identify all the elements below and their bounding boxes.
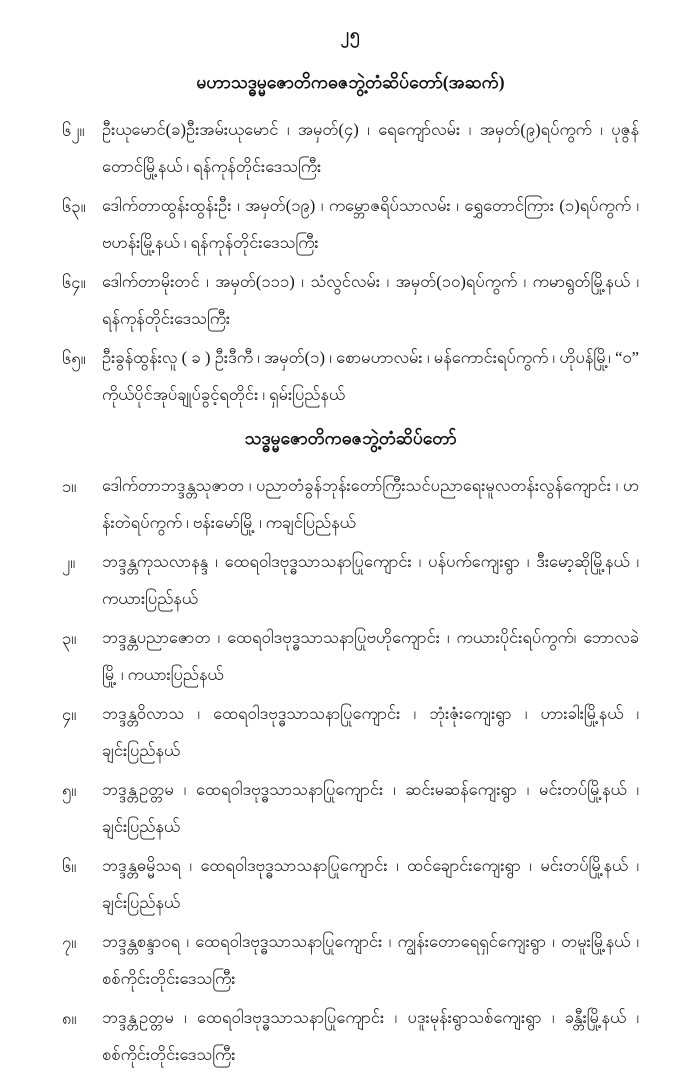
- entry-number: ၆၃။: [62, 197, 86, 216]
- entry-number: ၁။: [62, 477, 77, 496]
- entry-text: ဘဒ္ဒန္တဓမ္မိသရ ၊ ထေရဝါဒဗုဒ္ဓသာသနာပြုကျောင်း ၊ ထင်ချောင်းကျေးရွာ ၊ မင်းတပ်မြို့နယ် ၊ ချင်းပြည်နယ်: [102, 856, 639, 912]
- list-entry-63: [62, 187, 639, 261]
- entry-text: ဒေါက်တာဘဒ္ဒန္တသုဇာတ ၊ ပညာတံခွန်ဘုန်းတော်ကြီးသင်ပညာရေးမူလတန်းလွန်ကျောင်း ၊ ဟန်းတဲရပ်ကွက် ၊ ဗန်းမော်မြို့ ၊ ကချင်ပြည်နယ်: [102, 476, 639, 532]
- entry-number: ၆၅။: [62, 349, 86, 368]
- entry-text: ဒေါက်တာမိုးတင် ၊ အမှတ်(၁၁၁) ၊ သံလွင်လမ်း ၊ အမှတ်(၁၀)ရပ်ကွက် ၊ ကမာရွတ်မြို့နယ် ၊ ရန်ကုန်တိုင်းဒေသကြီး: [102, 272, 639, 328]
- section-heading-maha-saddhamma-jotikadhaja: မဟာသဒ္ဓမ္မဇောတိကဓဇဘွဲ့တံဆိပ်တော်(အဆက်): [196, 72, 505, 92]
- list-entry-1: [62, 467, 639, 541]
- list-entry-7: [62, 923, 639, 997]
- section-heading-saddhamma-jotikadhaja: သဒ္ဓမ္မဇောတိကဓဇဘွဲ့တံဆိပ်တော်: [244, 428, 457, 448]
- entry-number: ၆၄။: [62, 273, 86, 292]
- page-number: ၂၅: [340, 25, 361, 44]
- entry-text: ဘဒ္ဒန္တပညာဇောတ ၊ ထေရဝါဒဗုဒ္ဓသာသနာပြုဗဟိုကျောင်း ၊ ကယားပိုင်းရပ်ကွက်၊ ဘောလခဲမြို့ ၊ ကယားပြည်နယ်: [102, 628, 639, 684]
- entry-number: ၇။: [62, 933, 77, 952]
- entry-number: ၄။: [62, 705, 77, 724]
- entry-number: ၂။: [62, 553, 76, 572]
- entry-number: ၅။: [62, 781, 77, 800]
- entry-number: ၆၂။: [62, 121, 85, 140]
- entry-text: ဦးခွန်ထွန်းလူ ( ခ ) ဦးဒီကီ ၊ အမှတ်(၁) ၊ စောမဟာလမ်း ၊ မန်ကောင်းရပ်ကွက် ၊ ဟိုပန်မြို့၊ “ဝ” ကိုယ်ပိုင်အုပ်ချုပ်ခွင့်ရတိုင်း ၊ ရှမ်းပြည်နယ်: [102, 348, 639, 404]
- list-entry-62: [62, 111, 639, 185]
- entry-number: ၆။: [62, 857, 77, 876]
- list-entry-4: [62, 695, 639, 769]
- entry-number: ၃။: [62, 629, 77, 648]
- list-entry-2: [62, 543, 639, 617]
- entry-text: ဒေါက်တာထွန်းထွန်းဦး ၊ အမှတ်(၁၉) ၊ ကမ္ဘောဇရိပ်သာလမ်း ၊ ရွှေတောင်ကြား (၁)ရပ်ကွက် ၊ ဗဟန်းမြို့နယ် ၊ ရန်ကုန်တိုင်းဒေသကြီး: [102, 196, 639, 252]
- entry-text: ဘဒ္ဒန္တဥတ္တမ ၊ ထေရဝါဒဗုဒ္ဓသာသနာပြုကျောင်း ၊ ဆင်းမဆန်ကျေးရွာ ၊ မင်းတပ်မြို့နယ် ၊ ချင်းပြည်နယ်: [102, 780, 639, 836]
- entry-number: ၈။: [62, 1009, 77, 1028]
- list-entry-64: [62, 263, 639, 337]
- list-entry-65: [62, 339, 639, 413]
- entry-text: ဘဒ္ဒန္တဥတ္တမ ၊ ထေရဝါဒဗုဒ္ဓသာသနာပြုကျောင်း ၊ ပဒူးမုန်းရွာသစ်ကျေးရွာ ၊ ခန္တီးမြို့နယ် ၊ စစ်ကိုင်းတိုင်းဒေသကြီး: [102, 1008, 639, 1064]
- list-entry-8: [62, 999, 639, 1073]
- list-entry-6: [62, 847, 639, 921]
- list-entry-5: [62, 771, 639, 845]
- entry-text: ဘဒ္ဒန္တကုသလာနန္ဒ ၊ ထေရဝါဒဗုဒ္ဓသာသနာပြုကျောင်း ၊ ပန်ပက်ကျေးရွာ ၊ ဒီးမော့ဆိုမြို့နယ် ၊ ကယားပြည်နယ်: [102, 552, 639, 608]
- list-entry-3: [62, 619, 639, 693]
- entry-text: ဘဒ္ဒန္တဝိလာသ ၊ ထေရဝါဒဗုဒ္ဓသာသနာပြုကျောင်း ၊ ဘုံးဇုံးကျေးရွာ ၊ ဟားခါးမြို့နယ် ၊ ချင်းပြည်နယ်: [102, 704, 639, 760]
- entry-text: ဦးယုမောင်(ခ)ဦးအမ်းယုမောင် ၊ အမှတ်(၄) ၊ ရေကျော်လမ်း ၊ အမှတ်(၉)ရပ်ကွက် ၊ ပုဇွန်တောင်မြို့နယ် ၊ ရန်ကုန်တိုင်းဒေသကြီး: [102, 120, 639, 176]
- entry-text: ဘဒ္ဒန္တစန္ဒာဝရ ၊ ထေရဝါဒဗုဒ္ဓသာသနာပြုကျောင်း ၊ ကျွန်းတောရေရှင်ကျေးရွာ ၊ တမူးမြို့နယ် ၊ စစ်ကိုင်းတိုင်းဒေသကြီး: [102, 932, 639, 988]
